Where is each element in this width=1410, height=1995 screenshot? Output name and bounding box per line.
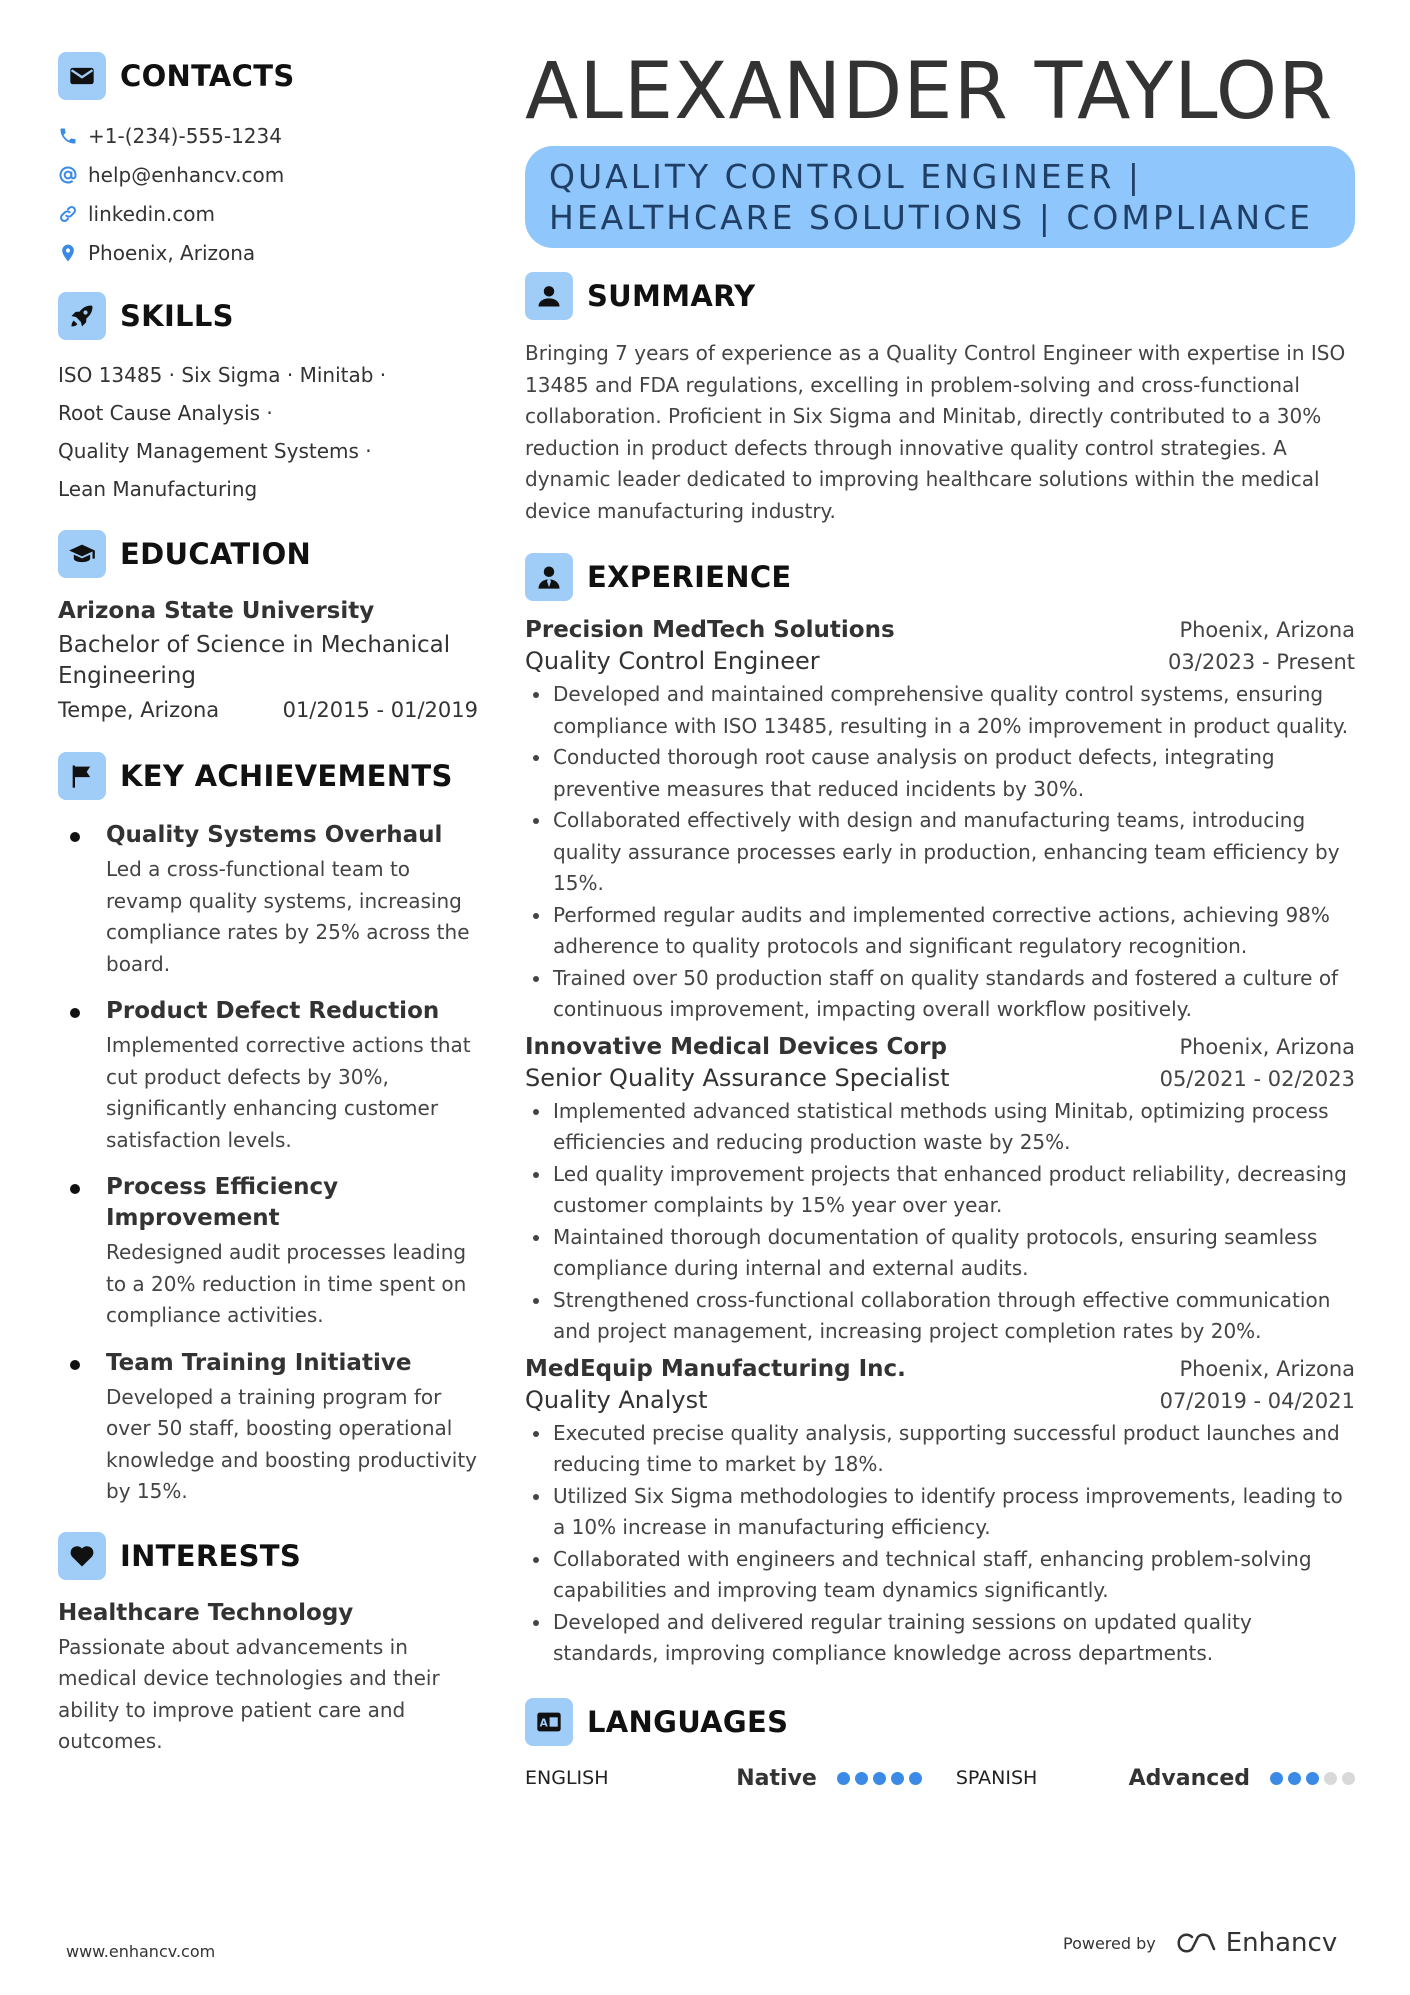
at-icon	[58, 165, 78, 185]
proficiency-dot-filled	[909, 1772, 922, 1785]
skills-title: SKILLS	[120, 299, 234, 333]
achievement-desc: Redesigned audit processes leading to a 20% reduction in time spent on compliance activities.	[106, 1240, 467, 1327]
map-pin-icon	[58, 243, 78, 263]
skills-line: ISO 13485 · Six Sigma · Minitab ·	[58, 363, 387, 387]
enhancv-logo[interactable]	[1172, 1928, 1337, 1958]
edu-degree: Bachelor of Science in Mechanical Engineering	[58, 632, 451, 689]
achievements-section	[58, 752, 478, 1508]
user-tie-icon	[525, 553, 573, 601]
proficiency-dot-filled	[873, 1772, 886, 1785]
proficiency-dot-filled	[855, 1772, 868, 1785]
job-bullet: Strengthened cross-functional collaboration through effective communication and project management, increasing project completion rates by 20%.	[525, 1285, 1355, 1348]
achievement-title: Quality Systems Overhaul	[106, 822, 443, 848]
job-entry	[525, 1356, 1355, 1670]
education-section	[58, 530, 478, 722]
job-bullet: Developed and delivered regular training sessions on updated quality standards, improving compliance knowledge across departments.	[525, 1607, 1355, 1670]
summary-header	[525, 272, 1355, 320]
job-header	[525, 1356, 1355, 1382]
summary-title: SUMMARY	[587, 279, 756, 313]
languages-row	[525, 1766, 1355, 1791]
headline-banner: QUALITY CONTROL ENGINEER | HEALTHCARE SOLUTIONS | COMPLIANCE	[525, 146, 1355, 248]
language-proficiency	[1270, 1772, 1355, 1785]
contact-linkedin[interactable]	[58, 194, 478, 233]
achievement-title: Product Defect Reduction	[106, 998, 440, 1024]
interest-desc: Passionate about advancements in medical device technologies and their ability to improve patient care and outcomes.	[58, 1634, 440, 1753]
link-icon	[58, 204, 78, 224]
job-location: Phoenix, Arizona	[1179, 1034, 1355, 1059]
job-bullet: Executed precise quality analysis, supporting successful product launches and reducing time to market by 18%.	[525, 1418, 1355, 1481]
job-bullet: Performed regular audits and implemented corrective actions, achieving 98% adherence to quality protocols and significant regulatory recognition.	[525, 900, 1355, 963]
user-icon	[525, 272, 573, 320]
flag-icon	[58, 752, 106, 800]
summary-section	[525, 272, 1355, 527]
powered-by-text: Powered by	[1063, 1933, 1156, 1953]
left-column	[58, 52, 478, 1758]
heart-icon	[58, 1532, 106, 1580]
phone-icon	[58, 126, 78, 146]
email-text: help@enhancv.com	[88, 162, 285, 187]
skills-line: Root Cause Analysis ·	[58, 401, 273, 425]
bullet-dot	[70, 832, 80, 842]
skills-section	[58, 292, 478, 508]
job-company: Innovative Medical Devices Corp	[525, 1033, 947, 1060]
job-bullet: Collaborated effectively with design and manufacturing teams, introducing quality assurance processes early in production, enhancing team efficiency by 15%.	[525, 805, 1355, 900]
phone-text: +1-(234)-555-1234	[88, 123, 282, 148]
svg-text:A: A	[539, 1717, 548, 1730]
location-text: Phoenix, Arizona	[88, 240, 256, 265]
job-bullet: Collaborated with engineers and technical staff, enhancing problem-solving capabilities and improving team dynamics significantly.	[525, 1544, 1355, 1607]
achievements-title: KEY ACHIEVEMENTS	[120, 759, 453, 793]
language-name: SPANISH	[955, 1767, 1038, 1789]
contact-location	[58, 233, 478, 272]
job-header	[525, 617, 1355, 643]
job-entry	[525, 1034, 1355, 1348]
contact-email[interactable]	[58, 155, 478, 194]
linkedin-text: linkedin.com	[88, 201, 215, 226]
proficiency-dot-filled	[1306, 1772, 1319, 1785]
bullet-dot	[70, 1008, 80, 1018]
achievement-title: Team Training Initiative	[106, 1349, 412, 1376]
proficiency-dot-filled	[837, 1772, 850, 1785]
job-bullets	[525, 679, 1355, 1026]
job-entry	[525, 617, 1355, 1026]
job-role: Quality Control Engineer	[525, 647, 820, 675]
achievement-item	[58, 996, 478, 1156]
edu-location: Tempe, Arizona	[58, 698, 220, 722]
achievement-desc: Led a cross-functional team to revamp quality systems, increasing compliance rates by 25% across the board.	[106, 857, 470, 976]
proficiency-dot-filled	[1270, 1772, 1283, 1785]
achievement-desc: Implemented corrective actions that cut product defects by 30%, significantly enhancing customer satisfaction levels.	[106, 1033, 471, 1152]
job-bullets	[525, 1418, 1355, 1670]
achievement-title: Process Efficiency Improvement	[106, 1174, 339, 1231]
proficiency-dot-filled	[1288, 1772, 1301, 1785]
job-dates: 07/2019 - 04/2021	[1159, 1388, 1355, 1413]
job-bullet: Developed and maintained comprehensive quality control systems, ensuring compliance with ISO 13485, resulting in a 20% improvement in product quality.	[525, 679, 1355, 742]
enhancv-logo-icon	[1172, 1931, 1218, 1955]
language-level: Advanced	[1128, 1765, 1250, 1791]
languages-title: LANGUAGES	[587, 1704, 789, 1739]
skills-line: Lean Manufacturing	[58, 477, 258, 501]
job-bullet: Led quality improvement projects that enhanced product reliability, decreasing customer complaints by 15% year over year.	[525, 1159, 1355, 1222]
languages-header	[525, 1698, 1355, 1746]
contacts-title: CONTACTS	[120, 59, 295, 93]
language-proficiency	[837, 1772, 922, 1785]
job-subheader	[525, 647, 1355, 675]
summary-text: Bringing 7 years of experience as a Quality Control Engineer with expertise in ISO 13485 and FDA regulations, excelling in problem-solving and cross-functional collaboration. Proficient in Six Sigma and Minitab, directly contributed to a 30% reduction in product defects through innovative quality control strategies. A dynamic leader dedicated to improving healthcare solutions within the medical device manufacturing industry.	[525, 341, 1346, 523]
brand-name: Enhancv	[1225, 1928, 1338, 1958]
contact-phone[interactable]	[58, 116, 478, 155]
job-bullet: Conducted thorough root cause analysis on product defects, integrating preventive measures that reduced incidents by 30%.	[525, 742, 1355, 805]
proficiency-dot-empty	[1324, 1772, 1337, 1785]
bullet-dot	[70, 1184, 80, 1194]
experience-title: EXPERIENCE	[587, 560, 792, 594]
job-bullets	[525, 1096, 1355, 1348]
language-level: Native	[736, 1765, 817, 1791]
experience-header	[525, 553, 1355, 601]
job-company: Precision MedTech Solutions	[525, 617, 895, 643]
edu-dates: 01/2015 - 01/2019	[282, 698, 478, 722]
job-subheader	[525, 1386, 1355, 1414]
skills-header	[58, 292, 478, 340]
proficiency-dot-empty	[1342, 1772, 1355, 1785]
experience-section	[525, 553, 1355, 1670]
bullet-dot	[70, 1360, 80, 1370]
interests-header	[58, 1532, 478, 1580]
job-dates: 05/2021 - 02/2023	[1159, 1066, 1355, 1091]
achievement-item	[58, 1348, 478, 1508]
skills-list	[58, 356, 478, 508]
proficiency-dot-filled	[891, 1772, 904, 1785]
contacts-section	[58, 52, 478, 272]
contacts-header	[58, 52, 478, 100]
interest-title: Healthcare Technology	[58, 1599, 354, 1626]
job-location: Phoenix, Arizona	[1179, 1356, 1355, 1381]
languages-section	[525, 1698, 1355, 1791]
job-company: MedEquip Manufacturing Inc.	[525, 1355, 906, 1382]
graduation-cap-icon	[58, 530, 106, 578]
achievement-item	[58, 1172, 478, 1332]
edu-school: Arizona State University	[58, 598, 375, 624]
interests-section	[58, 1532, 478, 1758]
job-bullet: Utilized Six Sigma methodologies to identify process improvements, leading to a 10% increase in manufacturing efficiency.	[525, 1481, 1355, 1544]
edu-meta	[58, 698, 478, 722]
job-location: Phoenix, Arizona	[1179, 618, 1355, 642]
job-subheader	[525, 1064, 1355, 1092]
job-bullet: Trained over 50 production staff on quality standards and fostered a culture of continuous improvement, impacting overall workflow positively.	[525, 963, 1355, 1026]
job-header	[525, 1034, 1355, 1060]
education-title: EDUCATION	[120, 537, 312, 571]
footer-website[interactable]: www.enhancv.com	[66, 1942, 216, 1961]
education-header	[58, 530, 478, 578]
right-column	[525, 44, 1355, 1791]
language-name: ENGLISH	[525, 1767, 609, 1789]
job-role: Senior Quality Assurance Specialist	[525, 1063, 950, 1092]
footer-brand	[1063, 1928, 1337, 1958]
achievement-desc: Developed a training program for over 50 staff, boosting operational knowledge and boosting productivity by 15%.	[106, 1384, 478, 1503]
achievements-header	[58, 752, 478, 800]
job-bullet: Implemented advanced statistical methods using Minitab, optimizing process efficiencies and reducing production waste by 25%.	[525, 1096, 1355, 1159]
skills-line: Quality Management Systems ·	[58, 439, 372, 463]
achievement-item	[58, 820, 478, 980]
interests-title: INTERESTS	[120, 1538, 302, 1573]
job-bullet: Maintained thorough documentation of quality protocols, ensuring seamless compliance during internal and external audits.	[525, 1222, 1355, 1285]
job-dates: 03/2023 - Present	[1168, 650, 1355, 674]
candidate-name: ALEXANDER TAYLOR	[525, 47, 1334, 137]
rocket-icon	[58, 292, 106, 340]
envelope-icon	[58, 52, 106, 100]
job-role: Quality Analyst	[525, 1385, 708, 1414]
translate-icon	[525, 1698, 573, 1746]
